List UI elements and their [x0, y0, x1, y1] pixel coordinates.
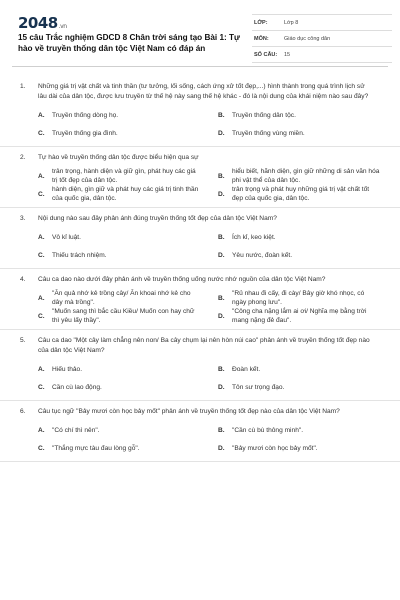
- question-header: [20, 275, 380, 285]
- answer-option[interactable]: [38, 378, 200, 396]
- option-letter: A.: [38, 426, 45, 434]
- option-letter: D.: [218, 444, 225, 452]
- option-text: hành diện, gìn giữ và phát huy các giá trị tinh thần của quốc gia, dân tộc.: [52, 186, 199, 202]
- option-letter: B.: [218, 294, 225, 302]
- option-text: "Bảy mươi còn học bảy mốt".: [232, 444, 318, 452]
- answer-option[interactable]: [218, 307, 380, 325]
- answer-options: [20, 106, 380, 142]
- answer-option[interactable]: [218, 378, 380, 396]
- answer-option[interactable]: [38, 246, 200, 264]
- question-header: [20, 153, 380, 163]
- option-letter: D.: [218, 251, 225, 259]
- option-text: "Công cha nặng lắm ai ơi/ Nghĩa mẹ bằng trời mang nặng đẻ đau".: [232, 308, 367, 324]
- answer-options: [20, 421, 380, 457]
- option-letter: B.: [218, 172, 225, 180]
- question-list: [0, 76, 400, 462]
- option-letter: D.: [218, 129, 225, 137]
- option-letter: B.: [218, 111, 225, 119]
- option-text: Đoàn kết.: [232, 365, 261, 373]
- meta-table: [252, 14, 392, 63]
- question-item: [0, 76, 400, 147]
- option-letter: C.: [38, 312, 45, 320]
- answer-option[interactable]: [218, 421, 380, 439]
- question-item: [0, 330, 400, 401]
- answer-option[interactable]: [38, 185, 200, 203]
- option-text: "Ăn quả nhớ kẻ trồng cây/ Ăn khoai nhớ kẻ cho dây mà trồng".: [52, 290, 191, 306]
- document-title: 15 câu Trắc nghiệm GDCD 8 Chân trời sáng tạo Bài 1: Tự hào về truyền thống dân tộc Việt Nam có đáp án: [18, 33, 240, 53]
- answer-option[interactable]: [38, 307, 200, 325]
- question-header: [20, 336, 380, 356]
- option-text: Yêu nước, đoàn kết.: [232, 251, 293, 259]
- option-text: "Có chí thì nên".: [52, 426, 100, 434]
- header-divider: [12, 66, 388, 67]
- option-letter: D.: [218, 383, 225, 391]
- option-text: Tôn sư trọng đạo.: [232, 383, 285, 391]
- answer-option[interactable]: [218, 246, 380, 264]
- answer-option[interactable]: [218, 185, 380, 203]
- answer-option[interactable]: [38, 167, 200, 185]
- answer-option[interactable]: [38, 289, 200, 307]
- answer-option[interactable]: [38, 421, 200, 439]
- option-letter: C.: [38, 190, 45, 198]
- option-letter: D.: [218, 312, 225, 320]
- meta-value: 15: [284, 51, 291, 58]
- option-text: Cần cù lao động.: [52, 383, 102, 391]
- option-text: Truyền thống dân tộc.: [232, 111, 296, 119]
- meta-value: Giáo dục công dân: [284, 35, 331, 42]
- option-letter: B.: [218, 233, 225, 241]
- question-item: [0, 401, 400, 462]
- question-item: [0, 269, 400, 330]
- question-number: 6.: [20, 408, 26, 415]
- option-letter: C.: [38, 383, 45, 391]
- answer-option[interactable]: [218, 439, 380, 457]
- option-text: "Muốn sang thì bắc cầu Kiều/ Muốn con hay chữ thì yêu lấy thầy".: [52, 308, 195, 324]
- question-number: 3.: [20, 215, 26, 222]
- answer-option[interactable]: [218, 124, 380, 142]
- answer-option[interactable]: [218, 360, 380, 378]
- option-letter: A.: [38, 233, 45, 241]
- answer-option[interactable]: [218, 167, 380, 185]
- site-logo[interactable]: [18, 14, 67, 32]
- answer-options: [20, 360, 380, 396]
- question-header: [20, 82, 380, 102]
- option-text: Hiếu thảo.: [52, 365, 83, 373]
- option-text: trân trọng và phát huy những giá trị vật chất tốt đẹp của quốc gia, dân tộc.: [232, 186, 370, 202]
- meta-key: LỚP:: [254, 19, 268, 26]
- question-text: Câu tục ngữ "Bảy mươi còn học bảy mốt" phản ánh về truyền thống tốt đẹp nào của dân tộc Việt Nam?: [38, 408, 340, 415]
- option-text: Truyền thống dòng họ.: [52, 111, 119, 119]
- option-text: hiểu biết, hãnh diện, gìn giữ những di sản văn hóa phi vật thể của dân tộc.: [232, 168, 380, 184]
- answer-option[interactable]: [38, 106, 200, 124]
- question-text: Nội dung nào sau đây phản ánh đúng truyền thống tốt đẹp của dân tộc Việt Nam?: [38, 215, 277, 222]
- question-text: Câu ca dao nào dưới đây phản ánh về truyền thống uống nước nhớ nguồn của dân tộc Việt Nam?: [38, 276, 326, 283]
- option-letter: C.: [38, 444, 45, 452]
- meta-value: Lớp 8: [284, 19, 299, 26]
- question-number: 5.: [20, 337, 26, 344]
- option-text: Truyền thống vùng miền.: [232, 129, 305, 137]
- option-text: Vô kỉ luật.: [52, 233, 81, 241]
- answer-option[interactable]: [38, 360, 200, 378]
- option-letter: A.: [38, 172, 45, 180]
- option-letter: C.: [38, 129, 45, 137]
- option-letter: D.: [218, 190, 225, 198]
- question-number: 2.: [20, 154, 26, 161]
- answer-option[interactable]: [218, 289, 380, 307]
- question-item: [0, 208, 400, 269]
- meta-row: [252, 47, 392, 63]
- answer-option[interactable]: [38, 439, 200, 457]
- meta-key: MÔN:: [254, 35, 269, 42]
- header: [0, 0, 400, 64]
- answer-options: [20, 228, 380, 264]
- question-header: [20, 407, 380, 417]
- option-letter: A.: [38, 294, 45, 302]
- question-number: 4.: [20, 276, 26, 283]
- meta-key: SỐ CÂU:: [254, 51, 278, 58]
- option-letter: B.: [218, 365, 225, 373]
- option-text: Truyền thống gia đình.: [52, 129, 118, 137]
- option-text: "Cần cù bù thông minh".: [232, 426, 304, 434]
- option-letter: A.: [38, 111, 45, 119]
- answer-options: [20, 289, 380, 325]
- answer-options: [20, 167, 380, 203]
- option-letter: A.: [38, 365, 45, 373]
- answer-option[interactable]: [38, 124, 200, 142]
- meta-row: [252, 31, 392, 47]
- option-text: "Thắng mực tàu đau lòng gỗ".: [52, 444, 140, 452]
- question-number: 1.: [20, 83, 26, 90]
- question-item: [0, 147, 400, 208]
- option-text: Thiếu trách nhiệm.: [52, 251, 107, 259]
- question-header: [20, 214, 380, 224]
- option-text: "Rủ nhau đi cấy, đi cày/ Bây giờ khó nhọc, có ngày phong lưu".: [232, 290, 365, 306]
- answer-option[interactable]: [218, 106, 380, 124]
- option-text: trân trọng, hành diện và giữ gìn, phát huy các giá trị tốt đẹp của dân tộc.: [52, 168, 196, 184]
- question-text: Câu ca dao "Một cây làm chẳng nên non/ Ba cây chụm lại nên hòn núi cao" phản ánh về truyền thống tốt đẹp nào của dân tộc Việt Nam?: [38, 337, 370, 354]
- meta-row: [252, 15, 392, 31]
- answer-option[interactable]: [38, 228, 200, 246]
- option-text: Ích kỉ, keo kiệt.: [232, 233, 276, 241]
- option-letter: B.: [218, 426, 225, 434]
- question-text: Những giá trị vật chất và tinh thần (tư tưởng, lối sống, cách ứng xử tốt đẹp,...) hình thành trong quá trình lịch sử lâu dài của dân tộc, được lưu truyền từ thế hệ này sang thế hệ khác - đó là nội dung của khái niệm nào sau đây?: [38, 83, 369, 100]
- question-text: Tự hào về truyền thống dân tộc được biểu hiện qua sự: [38, 154, 199, 161]
- logo-suffix: .vn: [58, 23, 67, 30]
- logo-name: 2048: [18, 14, 58, 32]
- option-letter: C.: [38, 251, 45, 259]
- answer-option[interactable]: [218, 228, 380, 246]
